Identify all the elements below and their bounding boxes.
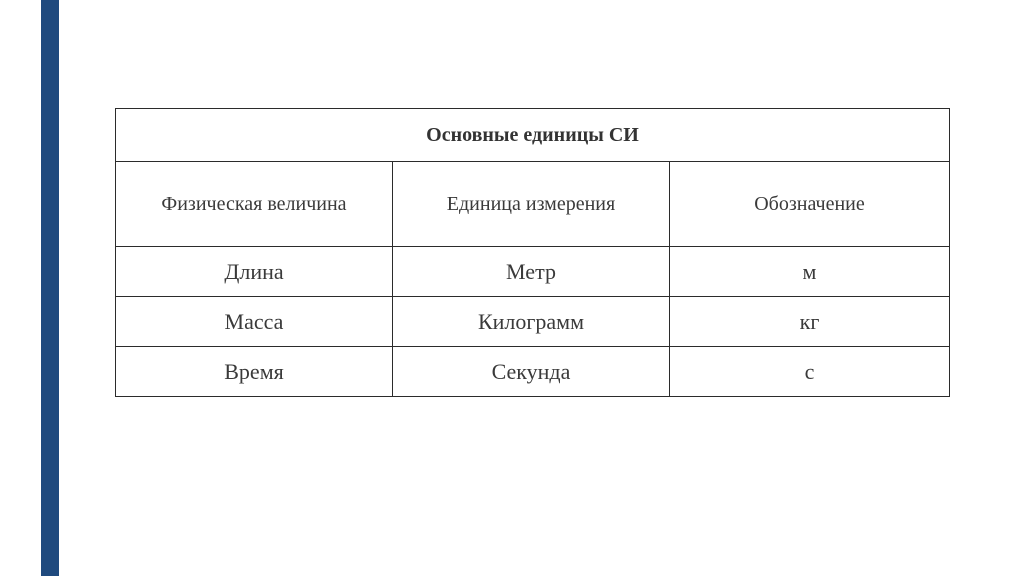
cell-unit: Секунда [393, 347, 670, 397]
table-row [116, 247, 950, 297]
table-row [116, 347, 950, 397]
accent-bar [41, 0, 59, 576]
cell-quantity: Масса [116, 297, 393, 347]
header-quantity: Физическая величина [116, 162, 393, 247]
si-units-table [115, 108, 950, 397]
table-title: Основные единицы СИ [116, 109, 950, 162]
cell-quantity: Время [116, 347, 393, 397]
table-header-row [116, 162, 950, 247]
cell-unit: Килограмм [393, 297, 670, 347]
cell-unit: Метр [393, 247, 670, 297]
table-title-row [116, 109, 950, 162]
cell-quantity: Длина [116, 247, 393, 297]
header-unit: Единица измерения [393, 162, 670, 247]
table-row [116, 297, 950, 347]
cell-symbol: кг [670, 297, 950, 347]
cell-symbol: с [670, 347, 950, 397]
cell-symbol: м [670, 247, 950, 297]
header-symbol: Обозначение [670, 162, 950, 247]
